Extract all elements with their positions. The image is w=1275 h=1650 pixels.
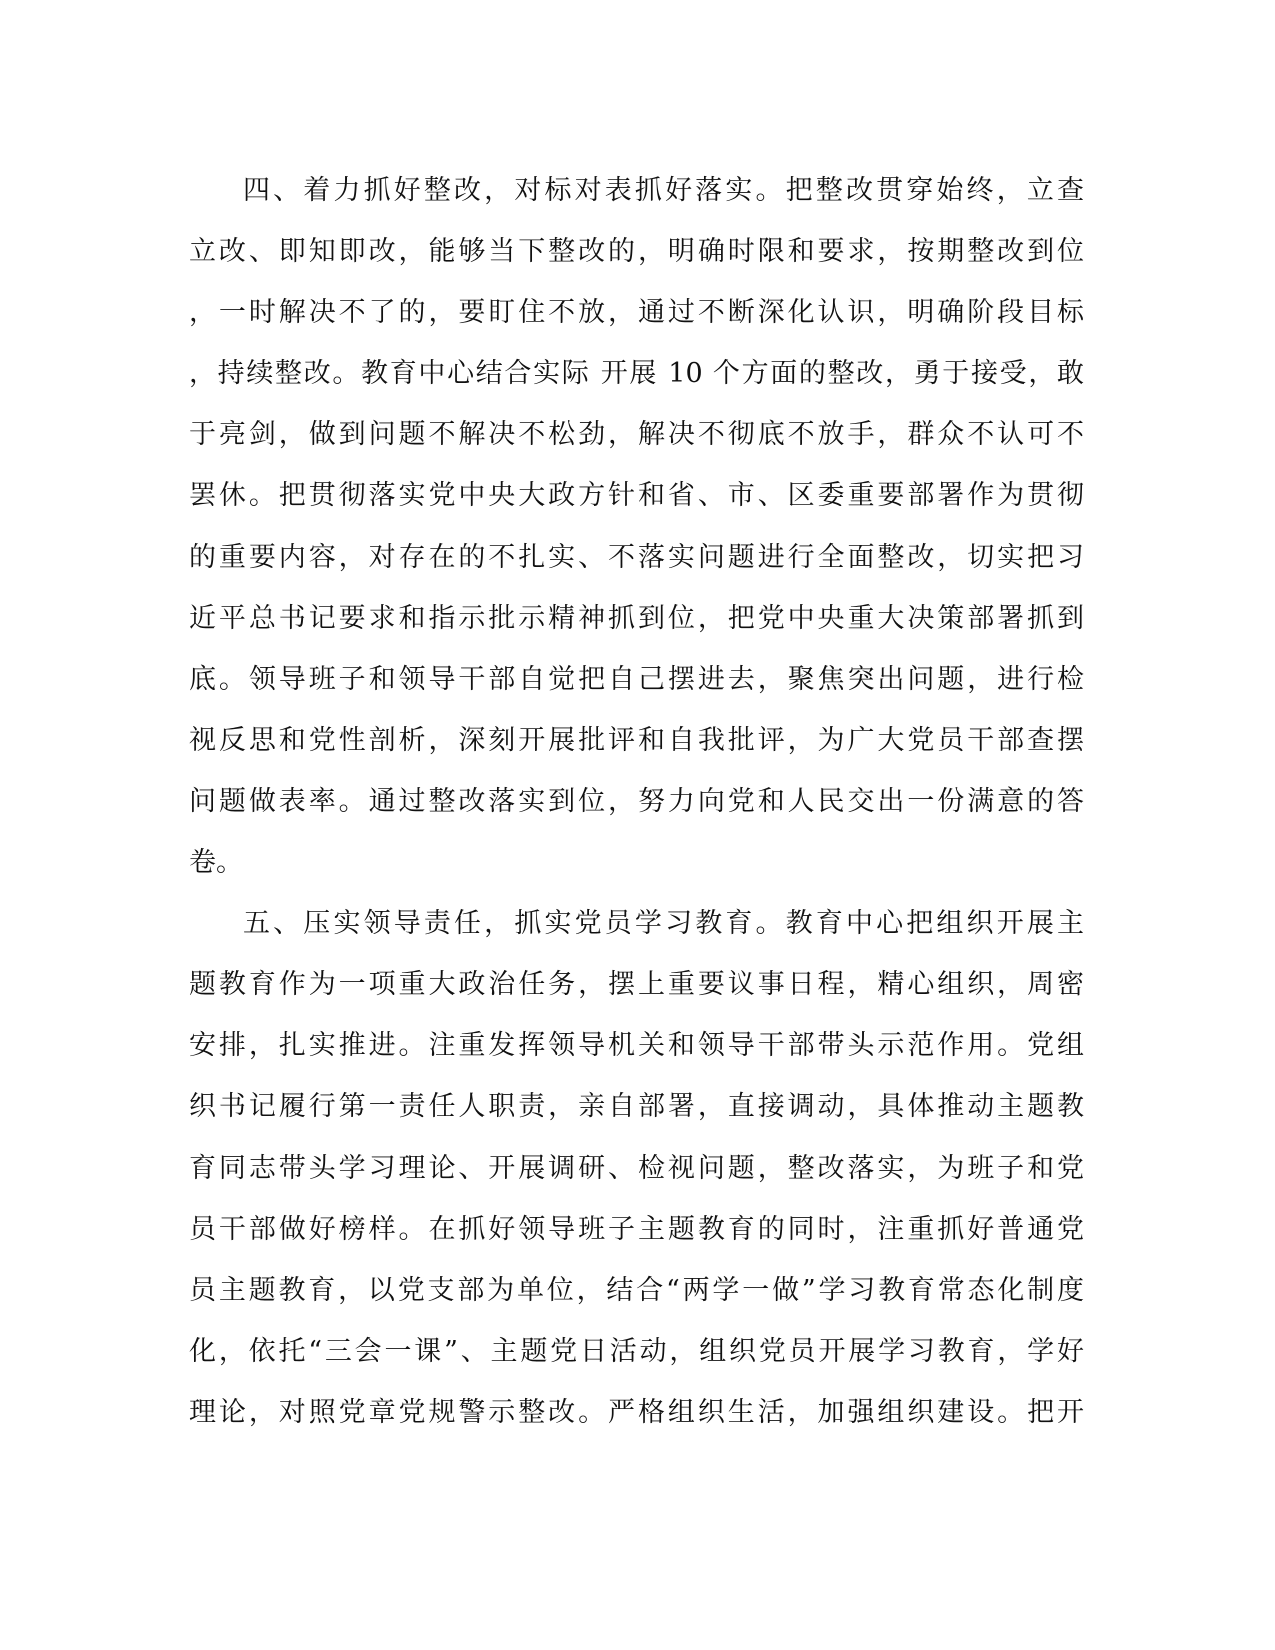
paragraph-line: 员干部做好榜样。在抓好领导班子主题教育的同时，注重抓好普通党 [189,1213,1084,1245]
paragraph-line: ，持续整改。教育中心结合实际 开展 10 个方面的整改，勇于接受，敢 [189,358,1084,390]
paragraph-line: 底。领导班子和领导干部自觉把自己摆进去，聚焦突出问题，进行检 [189,663,1084,695]
paragraph-line: ，一时解决不了的，要盯住不放，通过不断深化认识，明确阶段目标 [189,297,1084,329]
paragraph-line: 安排，扎实推进。注重发挥领导机关和领导干部带头示范作用。党组 [189,1030,1084,1062]
paragraph-line: 立改、即知即改，能够当下整改的，明确时限和要求，按期整改到位 [189,236,1084,268]
document-body [189,160,1084,1443]
paragraph-line: 罢休。把贯彻落实党中央大政方针和省、市、区委重要部署作为贯彻 [189,480,1084,512]
paragraph-line: 题教育作为一项重大政治任务，摆上重要议事日程，精心组织，周密 [189,969,1084,1001]
paragraph-line: 五、压实领导责任，抓实党员学习教育。教育中心把组织开展主 [243,908,1084,940]
paragraph-line: 化，依托“三会一课”、主题党日活动，组织党员开展学习教育，学好 [189,1335,1084,1367]
paragraph-line: 视反思和党性剖析，深刻开展批评和自我批评，为广大党员干部查摆 [189,724,1084,756]
paragraph-line: 育同志带头学习理论、开展调研、检视问题，整改落实，为班子和党 [189,1152,1084,1184]
paragraph-line: 的重要内容，对存在的不扎实、不落实问题进行全面整改，切实把习 [189,541,1084,573]
paragraph-line: 近平总书记要求和指示批示精神抓到位，把党中央重大决策部署抓到 [189,602,1084,634]
paragraph-line: 问题做表率。通过整改落实到位，努力向党和人民交出一份满意的答 [189,785,1084,817]
paragraph-line: 员主题教育，以党支部为单位，结合“两学一做”学习教育常态化制度 [189,1274,1084,1306]
paragraph-line: 卷。 [189,847,243,879]
paragraph-leadership [189,893,1084,1443]
paragraph-line: 织书记履行第一责任人职责，亲自部署，直接调动，具体推动主题教 [189,1091,1084,1123]
paragraph-rectification [189,160,1084,893]
paragraph-line: 于亮剑，做到问题不解决不松劲，解决不彻底不放手，群众不认可不 [189,419,1084,451]
paragraph-line: 理论，对照党章党规警示整改。严格组织生活，加强组织建设。把开 [189,1396,1084,1428]
paragraph-line: 四、着力抓好整改，对标对表抓好落实。把整改贯穿始终，立查 [243,175,1084,206]
